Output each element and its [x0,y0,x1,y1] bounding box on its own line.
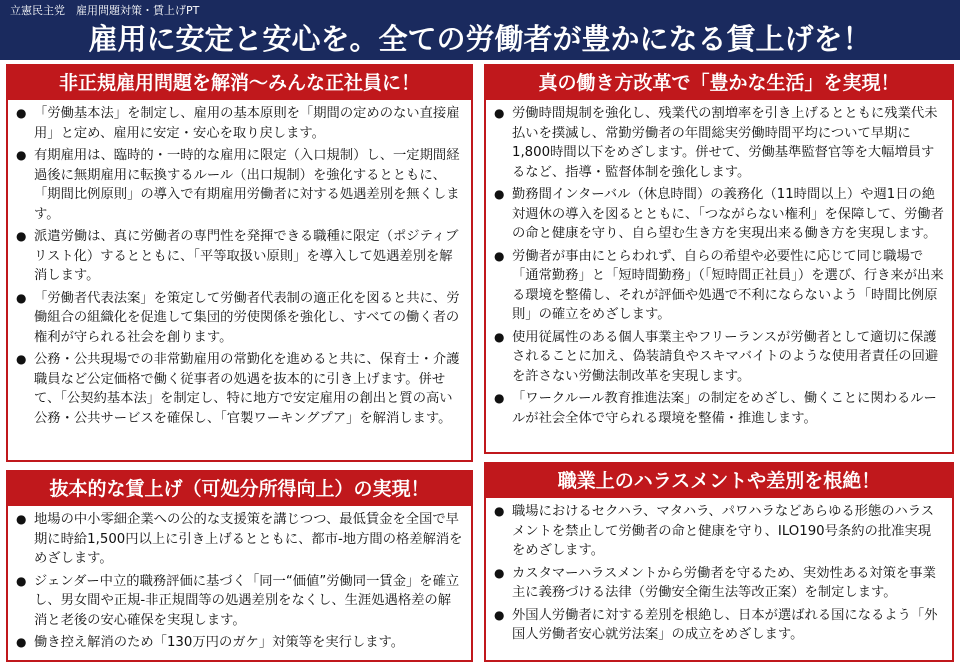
panel-title: 非正規雇用問題を解消～みんな正社員に！ [8,66,471,100]
bullet-icon: ● [16,290,27,305]
bullet-icon: ● [494,504,505,518]
list-item [16,227,463,286]
item-text: 働き控え解消のため「130万円のガケ」対策等を実行します。 [34,635,405,650]
bullet-list [486,100,952,428]
item-text: 労働時間規制を強化し、残業代の割増率を引き上げるとともに残業代未払いを撲滅し、常勤労働者の年間総実労働時間平均について早期に1,800時間以下をめざします。併せて、労働基準監督官等を大幅増員するなど、指導・監督体制を強化します。 [512,106,938,180]
list-item [494,564,944,603]
item-text: 使用従属性のある個人事業主やフリーランスが労働者として適切に保護されることに加え、偽装請負やスキマバイトのような使用者責任の回避を許さない労働法制改革を実現します。 [512,329,939,384]
panel-title: 真の働き方改革で「豊かな生活」を実現！ [486,66,952,100]
list-item [16,510,463,569]
item-text: 「労働者代表法案」を策定して労働者代表制の適正化を図ると共に、労働組合の組織化を促進して集団的労使関係を強化し、すべての働く者の権利が守られる社会を創ります。 [34,290,460,345]
item-text: 地場の中小零細企業への公的な支援策を講じつつ、最低賃金を全国で早期に時給1,500円以上に引き上げるとともに、都市-地方間の格差解消をめざします。 [34,512,463,566]
list-item [494,502,944,561]
bullet-icon: ● [494,607,505,622]
item-text: 「ワークルール教育推進法案」の制定をめざし、働くことに関わるルールが社会全体で守られる環境を整備・推進します。 [512,391,937,426]
bullet-icon: ● [16,512,27,526]
panel-non-regular-employment [6,64,473,462]
item-text: 公務・公共現場での非常勤雇用の常勤化を進めると共に、保育士・介護職員など公定価格で働く従事者の処遇を抜本的に引き上げます。併せて、「公契約基本法」を制定し、特に地方で安定雇用の創出と質の高い公務・公共サービスを確保し、「官製ワーキングプア」を解消します。 [34,352,460,426]
bullet-icon: ● [16,229,27,243]
bullet-list [8,506,471,653]
org-label: 立憲民主党 雇用問題対策・賃上げPT [10,4,200,17]
bullet-icon: ● [16,106,27,120]
bullet-icon: ● [16,148,27,162]
list-item [494,185,944,244]
bullet-icon: ● [16,635,27,649]
list-item [494,104,944,182]
panel-title: 抜本的な賃上げ（可処分所得向上）の実現！ [8,472,471,506]
list-item [494,389,944,428]
bullet-icon: ● [494,106,505,120]
item-text: 派遣労働は、真に労働者の専門性を発揮できる職種に限定（ポジティブリスト化）するとともに、「平等取扱い原則」を導入して処遇差別を解消します。 [34,229,459,283]
bullet-icon: ● [494,187,505,201]
bullet-icon: ● [494,248,505,263]
list-item [16,104,463,143]
bullet-list [486,498,952,645]
item-text: 「労働基本法」を制定し、雇用の基本原則を「期間の定めのない直接雇用」と定め、雇用に安定・安心を取り戻します。 [34,106,460,141]
list-item [16,350,463,428]
list-item [494,606,944,645]
header-banner [0,0,960,60]
bullet-icon: ● [494,565,505,580]
bullet-list [8,100,471,428]
item-text: ジェンダー中立的職務評価に基づく「同一“価値”労働同一賃金」を確立し、男女間や正規-非正規間等の処遇差別をなくし、生涯処遇格差の解消と老後の安心確保を実現します。 [34,573,460,628]
panel-title: 職業上のハラスメントや差別を根絶！ [486,464,952,498]
item-text: 勤務間インターバル（休息時間）の義務化（11時間以上）や週1日の絶対週休の導入を図るとともに、「つながらない権利」を保障して、労働者の命と健康を守り、自ら望む生き方を実現出来る働き方を実現します。 [512,187,944,241]
item-text: 有期雇用は、臨時的・一時的な雇用に限定（入口規制）し、一定期間経過後に無期雇用に転換するルール（出口規制）を強化するとともに、「期間比例原則」の導入で有期雇用労働者に対する処遇差別を無くします。 [34,148,460,222]
list-item [16,146,463,224]
item-text: カスタマーハラスメントから労働者を守るため、実効性ある対策を事業主に義務づける法律（労働安全衛生法等改正案）を制定します。 [512,565,936,600]
list-item [16,633,463,653]
bullet-icon: ● [16,352,27,366]
list-item [494,328,944,387]
list-item [16,289,463,348]
page-title: 雇用に安定と安心を。全ての労働者が豊かになる賃上げを！ [88,22,872,56]
panel-harassment [484,462,954,662]
item-text: 労働者が事由にとらわれず、自らの希望や必要性に応じて同じ職場で「通常勤務」と「短時間勤務」（「短時間正社員」）を選び、行き来が出来る環境を整備し、それが評価や処遇で不利にならないよう「時間比例原則」の確立をめざします。 [512,248,944,322]
item-text: 職場におけるセクハラ、マタハラ、パワハラなどあらゆる形態のハラスメントを禁止して労働者の命と健康を守り、ILO190号条約の批准実現をめざします。 [512,504,935,558]
panel-work-style-reform [484,64,954,454]
bullet-icon: ● [16,573,27,588]
bullet-icon: ● [494,391,505,405]
panel-wage-increase [6,470,473,662]
list-item [494,247,944,325]
bullet-icon: ● [494,329,505,344]
item-text: 外国人労働者に対する差別を根絶し、日本が選ばれる国になるよう「外国人労働者安心就労法案」の成立をめざします。 [512,607,938,642]
list-item [16,572,463,631]
